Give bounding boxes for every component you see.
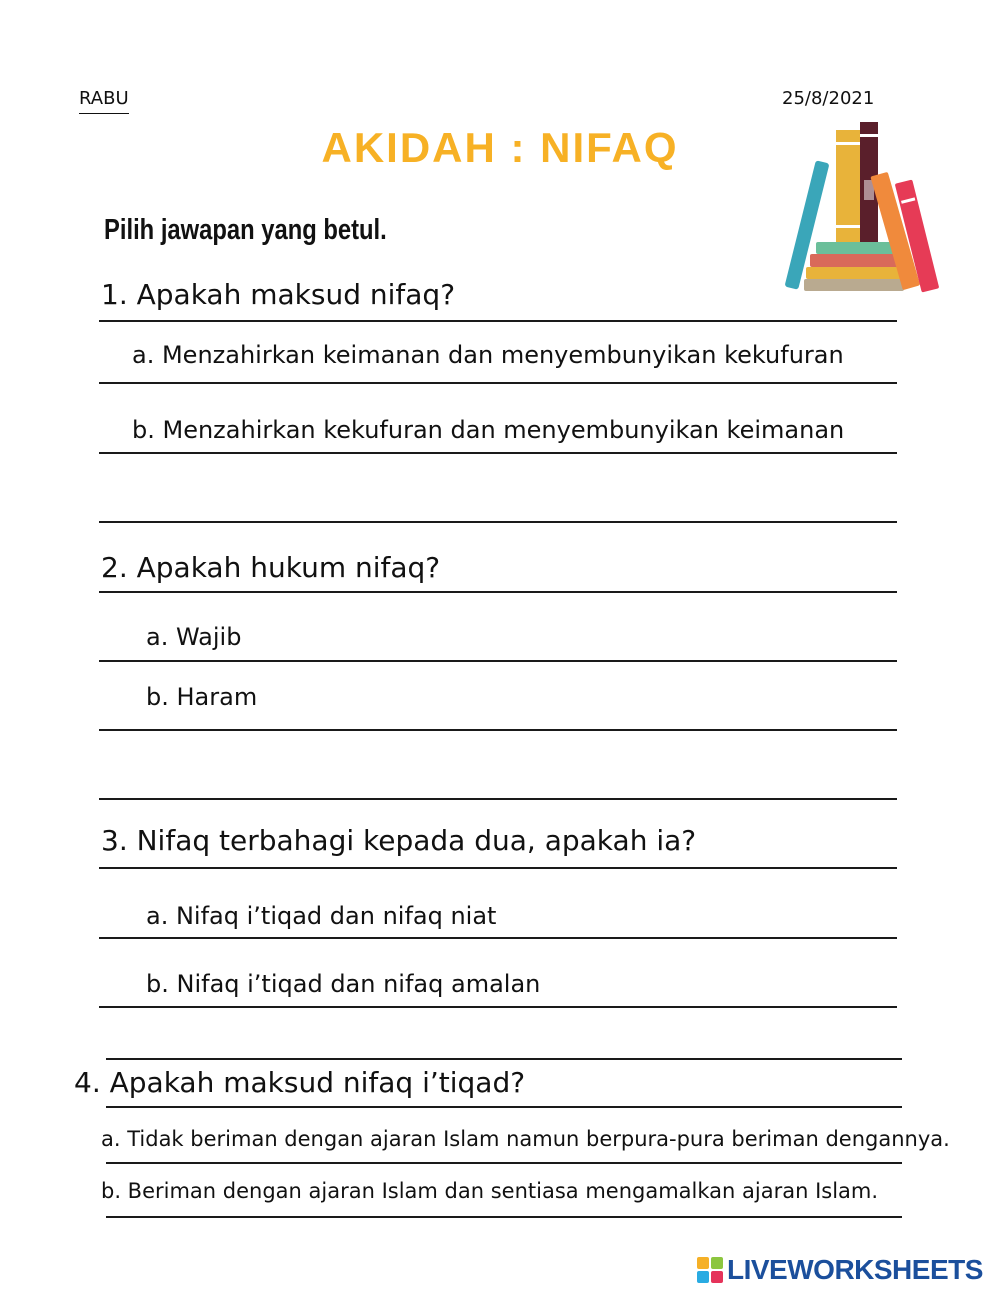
answer-line <box>99 937 897 939</box>
books-illustration <box>782 120 954 296</box>
brand-name: LIVEWORKSHEETS <box>727 1254 983 1285</box>
answer-line <box>106 1058 902 1060</box>
instruction-text: Pilih jawapan yang betul. <box>104 214 387 246</box>
question-2: 2. Apakah hukum nifaq? <box>101 551 441 584</box>
question-3: 3. Nifaq terbahagi kepada dua, apakah ia? <box>101 824 697 857</box>
answer-line <box>99 867 897 869</box>
answer-line <box>99 382 897 384</box>
question-3-option-b[interactable]: b. Nifaq i’tiqad dan nifaq amalan <box>146 970 541 998</box>
answer-line <box>99 729 897 731</box>
books-icon <box>784 122 939 293</box>
answer-line <box>99 798 897 800</box>
question-4-option-a[interactable]: a. Tidak beriman dengan ajaran Islam namun berpura-pura beriman dengannya. <box>101 1127 950 1151</box>
day-underline <box>79 113 129 114</box>
answer-line <box>99 521 897 523</box>
answer-line <box>106 1162 902 1164</box>
question-1-option-a[interactable]: a. Menzahirkan keimanan dan menyembunyikan kekufuran <box>132 341 844 369</box>
answer-line <box>99 591 897 593</box>
date-label: 25/8/2021 <box>782 88 875 109</box>
answer-line <box>106 1106 902 1108</box>
page-title: AKIDAH : NIFAQ <box>321 124 679 171</box>
question-2-option-a[interactable]: a. Wajib <box>146 623 242 651</box>
answer-line <box>99 1006 897 1008</box>
answer-line <box>99 452 897 454</box>
question-1-option-b[interactable]: b. Menzahirkan kekufuran dan menyembunyikan keimanan <box>132 416 845 444</box>
answer-line <box>99 320 897 322</box>
answer-line <box>99 660 897 662</box>
question-1: 1. Apakah maksud nifaq? <box>101 278 456 311</box>
question-4: 4. Apakah maksud nifaq i’tiqad? <box>74 1066 526 1099</box>
question-3-option-a[interactable]: a. Nifaq i’tiqad dan nifaq niat <box>146 902 497 930</box>
answer-line <box>106 1216 902 1218</box>
day-label: RABU <box>79 88 129 109</box>
question-2-option-b[interactable]: b. Haram <box>146 683 258 711</box>
question-4-option-b[interactable]: b. Beriman dengan ajaran Islam dan sentiasa mengamalkan ajaran Islam. <box>101 1179 879 1203</box>
liveworksheets-brand[interactable] <box>697 1253 983 1287</box>
liveworksheets-logo-icon <box>697 1257 723 1283</box>
